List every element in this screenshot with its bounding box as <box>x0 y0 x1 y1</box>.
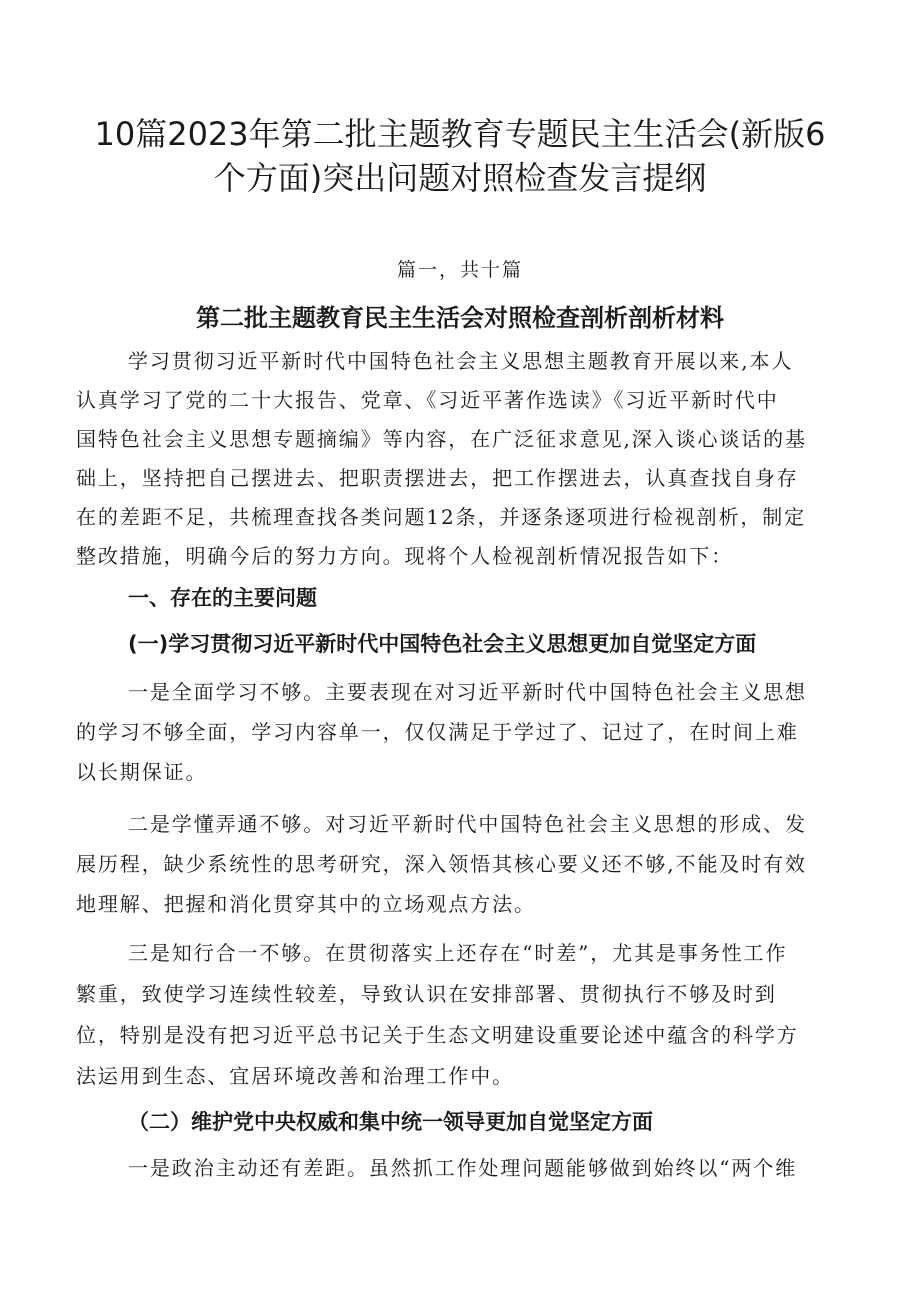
paragraph-line: 繁重，致使学习连续性较差，导致认识在安排部署、贯彻执行不够及时到 <box>76 982 777 1006</box>
intro-line: 认真学习了党的二十大报告、党章、《习近平著作选读》《习近平新时代中 <box>76 388 779 412</box>
intro-line: 在的差距不足，共梳理查找各类问题12条，并逐条逐项进行检视剖析，制定 <box>76 505 807 529</box>
paragraph-line: 位，特别是没有把习近平总书记关于生态文明建设重要论述中蕴含的科学方 <box>76 1023 799 1047</box>
paragraph-line: 展历程，缺少系统性的思考研究，深入领悟其核心要义还不够,不能及时有效 <box>76 852 807 876</box>
series-label: 篇一，共十篇 <box>396 259 523 281</box>
article-title: 第二批主题教育民主生活会对照检查剖析剖析材料 <box>196 304 724 332</box>
paragraph-line: 地理解、把握和消化贯穿其中的立场观点方法。 <box>76 892 536 916</box>
document-title-line-2: 个方面)突出问题对照检查发言提纲 <box>213 159 707 197</box>
subsection-heading: (一)学习贯彻习近平新时代中国特色社会主义思想更加自觉坚定方面 <box>128 632 757 656</box>
intro-line: 础上，坚持把自己摆进去、把职责摆进去，把工作摆进去，认真查找自身存 <box>76 466 799 490</box>
paragraph-line: 一是政治主动还有差距。虽然抓工作处理问题能够做到始终以“两个维 <box>128 1156 798 1180</box>
document-title-line-1: 10篇2023年第二批主题教育专题民主生活会(新版6 <box>94 115 826 153</box>
paragraph-line: 二是学懂弄通不够。对习近平新时代中国特色社会主义思想的形成、发 <box>128 812 807 836</box>
paragraph-line: 三是知行合一不够。在贯彻落实上还存在“时差”，尤其是事务性工作 <box>128 941 788 965</box>
paragraph-line: 的学习不够全面，学习内容单一，仅仅满足于学过了、记过了，在时间上难 <box>76 720 799 744</box>
intro-line: 国特色社会主义思想专题摘编》等内容，在广泛征求意见,深入谈心谈话的基 <box>76 427 807 451</box>
paragraph-line: 法运用到生态、宜居环境改善和治理工作中。 <box>76 1064 514 1088</box>
paragraph-line: 一是全面学习不够。主要表现在对习近平新时代中国特色社会主义思想 <box>128 680 807 704</box>
section-heading: 一、存在的主要问题 <box>128 586 317 610</box>
intro-line: 学习贯彻习近平新时代中国特色社会主义思想主题教育开展以来,本人 <box>128 349 794 373</box>
intro-line: 整改措施，明确今后的努力方向。现将个人检视剖析情况报告如下： <box>76 544 733 568</box>
paragraph-line: 以长期保证。 <box>76 760 208 784</box>
subsection-heading: （二）维护党中央权威和集中统一领导更加自觉坚定方面 <box>128 1110 653 1134</box>
